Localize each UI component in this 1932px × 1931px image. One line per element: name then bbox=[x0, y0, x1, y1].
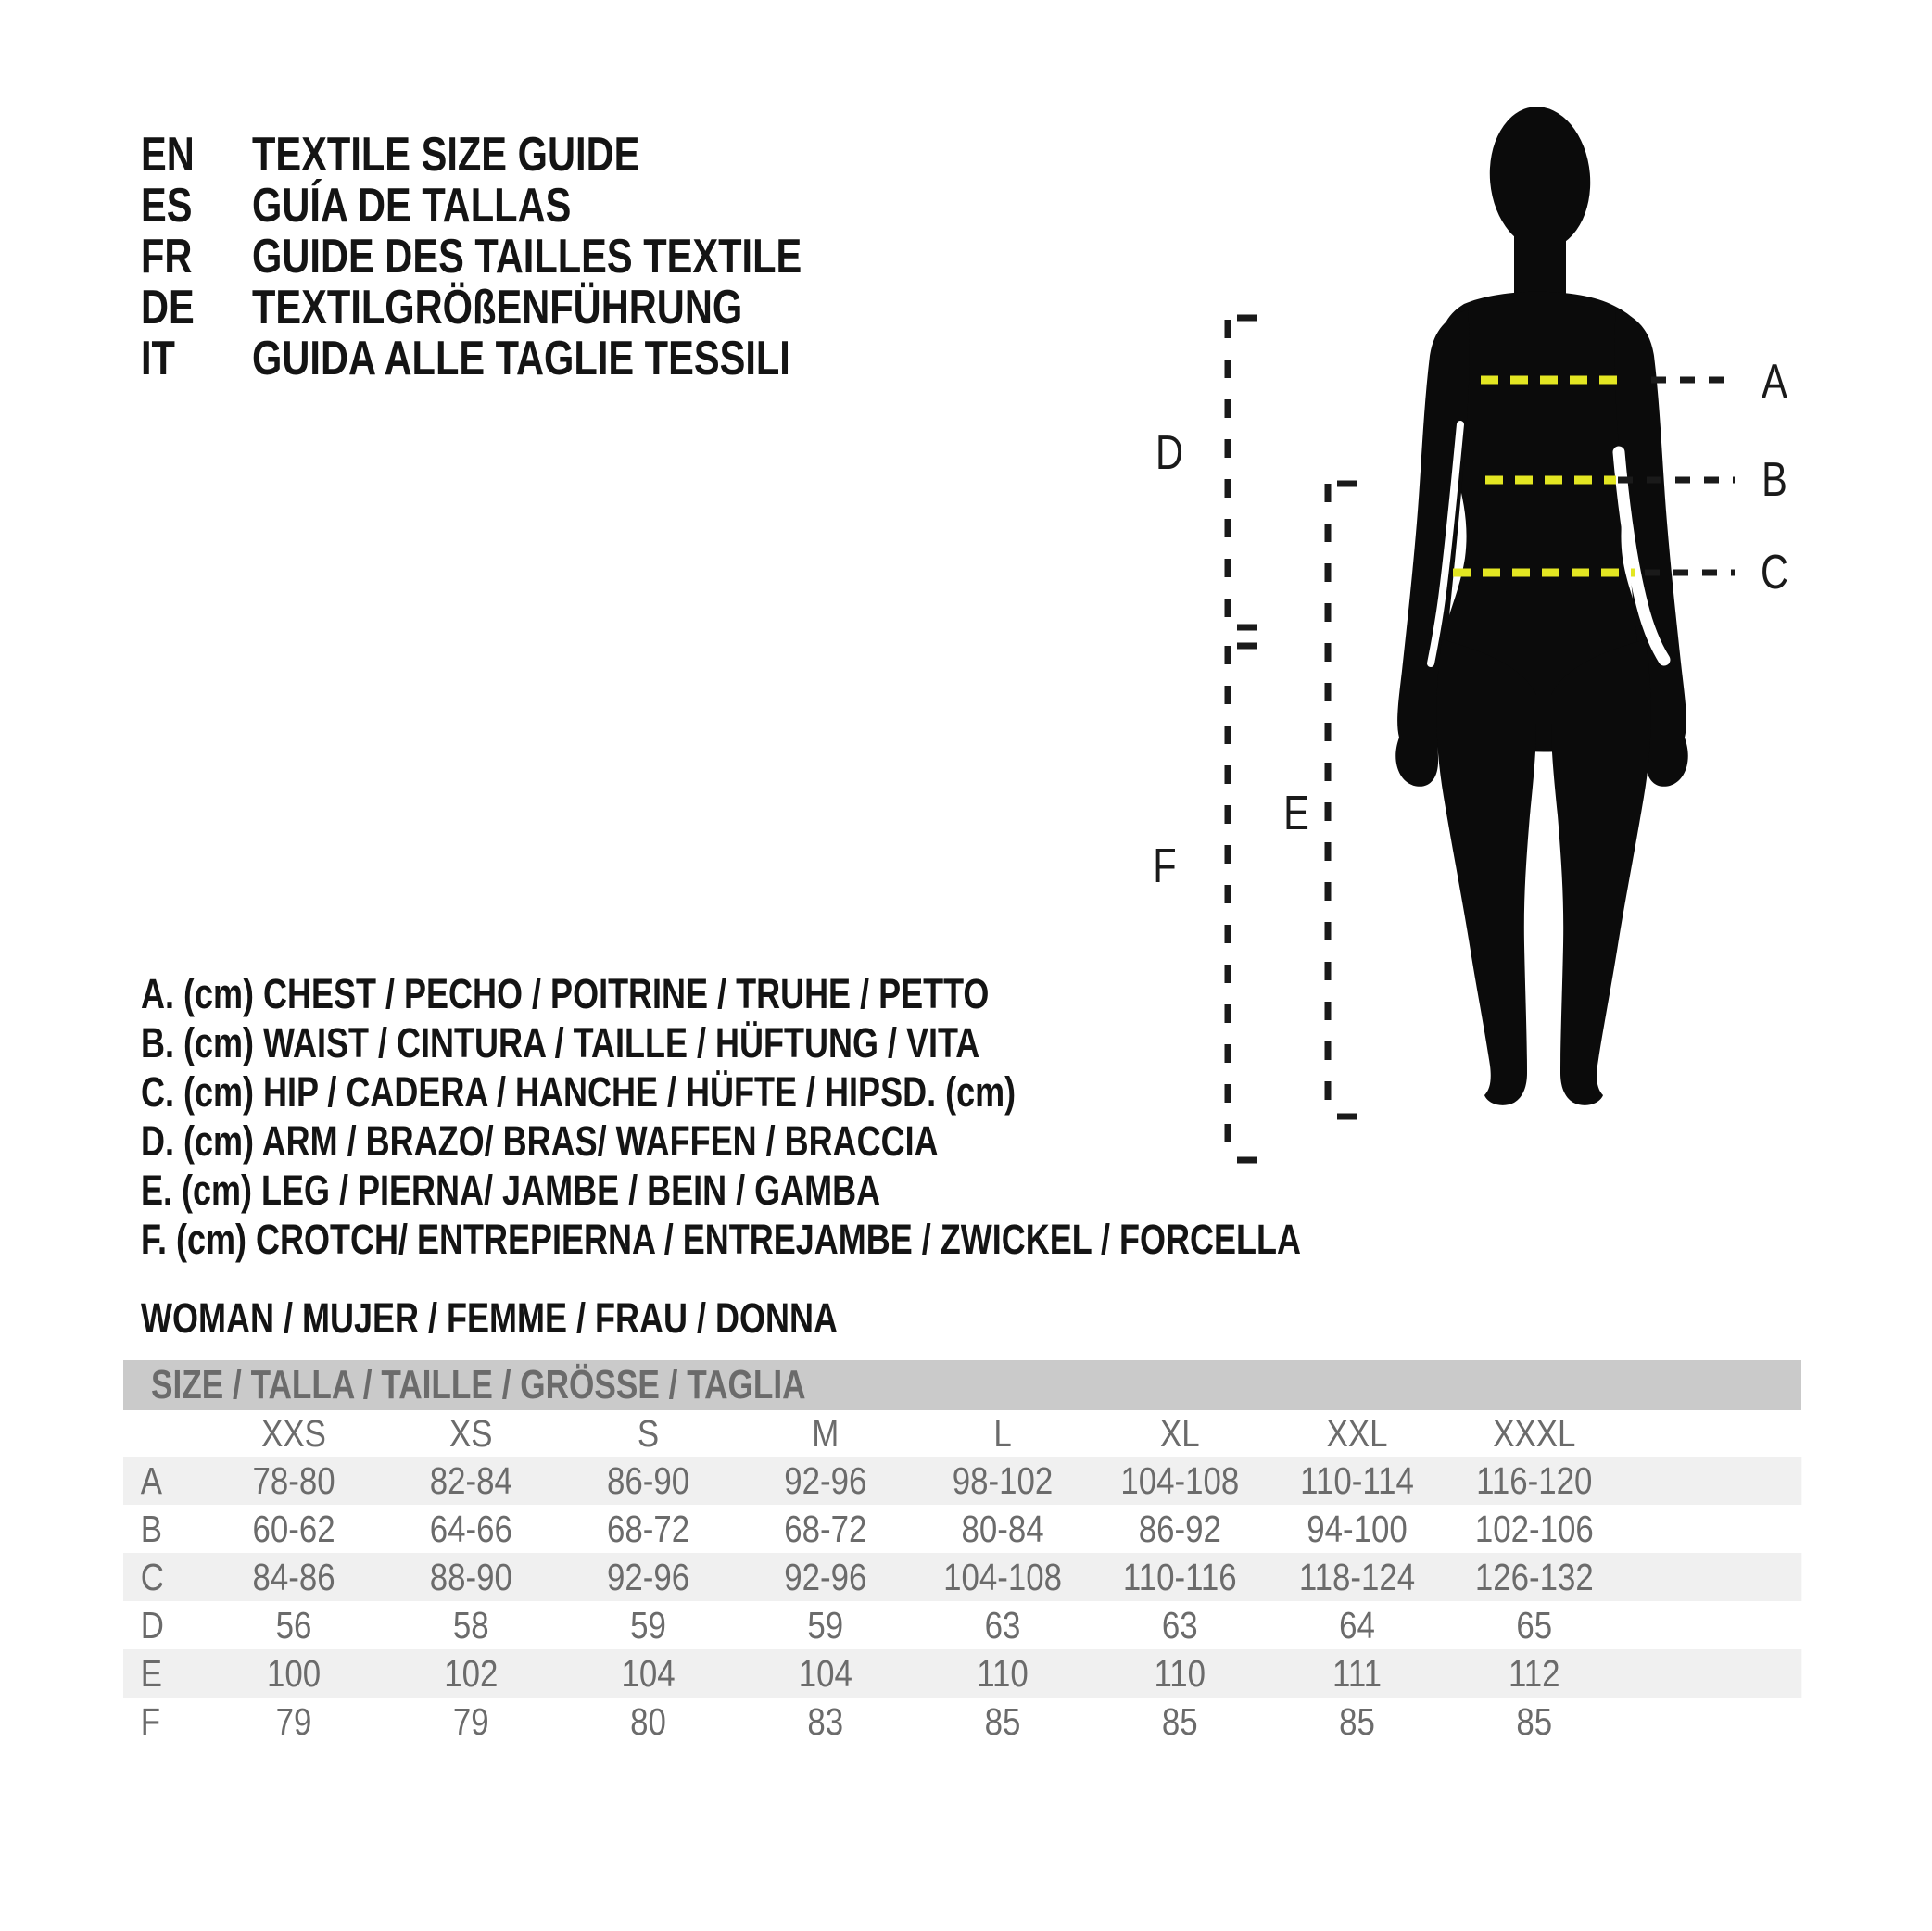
size-cell: 80 bbox=[630, 1699, 666, 1743]
size-cell: 110 bbox=[977, 1651, 1029, 1695]
size-cell: 111 bbox=[1332, 1651, 1383, 1695]
size-cell: 82-84 bbox=[429, 1458, 512, 1502]
size-table bbox=[123, 1410, 1801, 1746]
size-cell: 116-120 bbox=[1476, 1458, 1593, 1502]
size-cell: 104 bbox=[798, 1651, 852, 1695]
crotch-label: F bbox=[1153, 839, 1177, 893]
size-cell: 85 bbox=[984, 1699, 1021, 1743]
size-cell: 86-92 bbox=[1138, 1507, 1221, 1550]
size-cell: 80-84 bbox=[961, 1507, 1044, 1550]
size-cell: 63 bbox=[984, 1603, 1021, 1647]
size-cell: 92-96 bbox=[784, 1555, 867, 1598]
row-label: A bbox=[140, 1458, 162, 1502]
size-cell: 68-72 bbox=[606, 1507, 690, 1550]
legend-line-arm: D. (cm) ARM / BRAZO/ BRAS/ WAFFEN / BRACCIA bbox=[141, 1117, 939, 1165]
size-cell: 102-106 bbox=[1474, 1507, 1594, 1550]
size-cell: 104-108 bbox=[1120, 1458, 1240, 1502]
size-cell: 98-102 bbox=[952, 1458, 1054, 1502]
size-cell: 84-86 bbox=[252, 1555, 335, 1598]
measurement-legend bbox=[141, 969, 1591, 1264]
size-column-header: XS bbox=[449, 1411, 493, 1455]
size-cell: 85 bbox=[1161, 1699, 1198, 1743]
language-code: IT bbox=[141, 332, 175, 385]
size-cell: 126-132 bbox=[1474, 1555, 1594, 1598]
size-column-header: XL bbox=[1159, 1411, 1200, 1455]
size-column-header: XXXL bbox=[1493, 1411, 1576, 1455]
size-cell: 60-62 bbox=[252, 1507, 335, 1550]
legend-line-waist: B. (cm) WAIST / CINTURA / TAILLE / HÜFTUNG / VITA bbox=[141, 1019, 980, 1066]
size-cell: 110-114 bbox=[1300, 1458, 1414, 1502]
size-column-header: XXS bbox=[261, 1411, 326, 1455]
table-row-arm bbox=[123, 1601, 1801, 1649]
size-cell: 102 bbox=[444, 1651, 499, 1695]
size-cell: 59 bbox=[630, 1603, 666, 1647]
size-cell: 64-66 bbox=[429, 1507, 512, 1550]
guide-title: GUIDA ALLE TAGLIE TESSILI bbox=[252, 332, 790, 385]
language-row bbox=[141, 283, 967, 334]
chest-label: A bbox=[1762, 355, 1787, 409]
size-column-header: L bbox=[993, 1411, 1012, 1455]
row-label: E bbox=[140, 1651, 162, 1695]
language-code: ES bbox=[141, 179, 193, 233]
gender-heading: WOMAN / MUJER / FEMME / FRAU / DONNA bbox=[141, 1294, 838, 1342]
legend-line-leg: E. (cm) LEG / PIERNA/ JAMBE / BEIN / GAMBA bbox=[141, 1167, 881, 1214]
table-row-waist bbox=[123, 1505, 1801, 1553]
table-row-hip bbox=[123, 1553, 1801, 1601]
table-row-chest bbox=[123, 1457, 1801, 1505]
size-cell: 100 bbox=[266, 1651, 322, 1695]
size-cell: 65 bbox=[1516, 1603, 1553, 1647]
size-cell: 56 bbox=[275, 1603, 312, 1647]
row-label: F bbox=[140, 1699, 160, 1743]
guide-title: GUÍA DE TALLAS bbox=[252, 179, 572, 233]
table-row-leg bbox=[123, 1649, 1801, 1698]
size-cell: 59 bbox=[807, 1603, 844, 1647]
size-cell: 92-96 bbox=[784, 1458, 867, 1502]
size-cell: 79 bbox=[275, 1699, 312, 1743]
guide-title: GUIDE DES TAILLES TEXTILE bbox=[252, 230, 802, 284]
size-cell: 112 bbox=[1508, 1651, 1560, 1695]
size-cell: 85 bbox=[1339, 1699, 1375, 1743]
size-cell: 104-108 bbox=[943, 1555, 1062, 1598]
waist-label: B bbox=[1762, 453, 1787, 507]
size-cell: 68-72 bbox=[784, 1507, 867, 1550]
size-cell: 118-124 bbox=[1298, 1555, 1416, 1598]
size-cell: 63 bbox=[1161, 1603, 1198, 1647]
size-cell: 64 bbox=[1339, 1603, 1375, 1647]
size-cell: 104 bbox=[621, 1651, 676, 1695]
guide-title: TEXTILE SIZE GUIDE bbox=[252, 128, 640, 182]
hip-label: C bbox=[1760, 546, 1789, 599]
size-table-header-bar bbox=[123, 1360, 1801, 1410]
language-row bbox=[141, 232, 967, 283]
legend-line-chest: A. (cm) CHEST / PECHO / POITRINE / TRUHE / PETTO bbox=[141, 970, 990, 1017]
arm-label: D bbox=[1155, 426, 1184, 480]
size-column-header: XXL bbox=[1326, 1411, 1388, 1455]
leg-label: E bbox=[1283, 787, 1309, 840]
size-bar-title: SIZE / TALLA / TAILLE / GRÖSSE / TAGLIA bbox=[151, 1362, 806, 1407]
size-cell: 88-90 bbox=[429, 1555, 512, 1598]
guide-title: TEXTILGRÖßENFÜHRUNG bbox=[252, 281, 743, 334]
size-column-header-row bbox=[123, 1410, 1801, 1457]
row-label: B bbox=[140, 1507, 162, 1550]
size-column-header: S bbox=[637, 1411, 660, 1455]
language-code: DE bbox=[141, 281, 195, 334]
size-column-header: M bbox=[812, 1411, 840, 1455]
language-row bbox=[141, 130, 967, 181]
language-guide-block bbox=[141, 130, 967, 385]
language-code: EN bbox=[141, 128, 195, 182]
language-code: FR bbox=[141, 230, 193, 284]
size-cell: 92-96 bbox=[606, 1555, 690, 1598]
size-cell: 83 bbox=[807, 1699, 844, 1743]
size-cell: 58 bbox=[452, 1603, 489, 1647]
language-row bbox=[141, 334, 967, 385]
language-row bbox=[141, 181, 967, 232]
size-cell: 85 bbox=[1516, 1699, 1553, 1743]
size-cell: 86-90 bbox=[606, 1458, 690, 1502]
row-label: C bbox=[140, 1555, 164, 1598]
legend-line-hip: C. (cm) HIP / CADERA / HANCHE / HÜFTE / HIPSD. (cm) bbox=[141, 1068, 1017, 1116]
size-cell: 110-116 bbox=[1122, 1555, 1237, 1598]
table-row-crotch bbox=[123, 1698, 1801, 1746]
size-cell: 94-100 bbox=[1307, 1507, 1408, 1550]
row-label: D bbox=[140, 1603, 164, 1647]
legend-line-crotch: F. (cm) CROTCH/ ENTREPIERNA / ENTREJAMBE / ZWICKEL / FORCELLA bbox=[141, 1216, 1302, 1263]
size-cell: 79 bbox=[452, 1699, 489, 1743]
size-cell: 78-80 bbox=[252, 1458, 335, 1502]
size-cell: 110 bbox=[1154, 1651, 1206, 1695]
